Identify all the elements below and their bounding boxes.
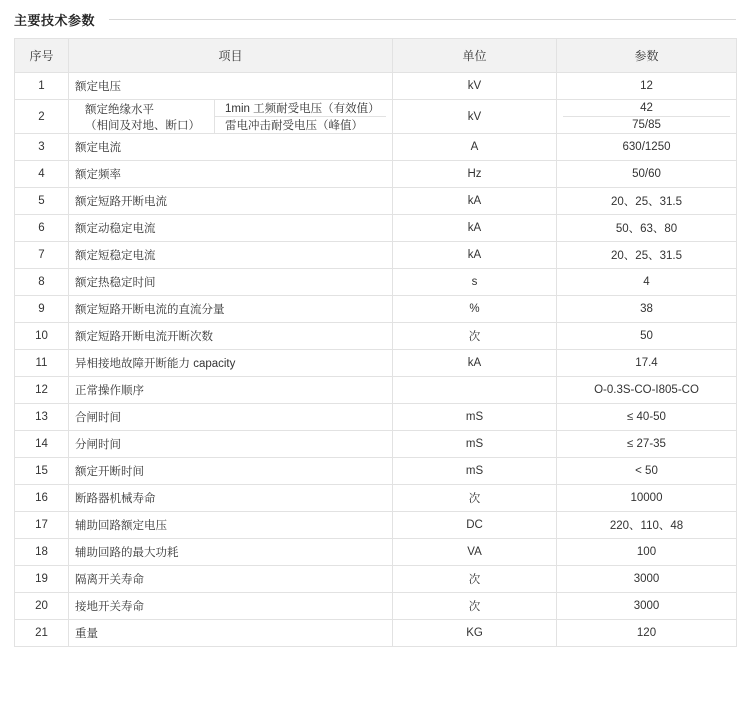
table-row xyxy=(15,323,737,350)
column-header-unit: 单位 xyxy=(393,39,557,73)
cell-item: 分闸时间 xyxy=(69,431,393,458)
cell-no: 15 xyxy=(15,458,69,485)
cell-value: 4 xyxy=(557,269,737,296)
cell-no: 3 xyxy=(15,134,69,161)
cell-item: 额定频率 xyxy=(69,161,393,188)
table-row xyxy=(15,539,737,566)
cell-value: ≤ 27-35 xyxy=(557,431,737,458)
cell-item: 断路器机械寿命 xyxy=(69,485,393,512)
table-row xyxy=(15,566,737,593)
cell-unit: 次 xyxy=(393,485,557,512)
cell-item: 额定热稳定时间 xyxy=(69,269,393,296)
cell-value-split xyxy=(557,100,737,134)
cell-unit: s xyxy=(393,269,557,296)
table-row xyxy=(15,458,737,485)
table-row xyxy=(15,269,737,296)
column-header-no: 序号 xyxy=(15,39,69,73)
technical-parameters-table xyxy=(14,38,737,647)
cell-no: 13 xyxy=(15,404,69,431)
cell-item: 额定短稳定电流 xyxy=(69,242,393,269)
insulation-sub-item-2: 雷电冲击耐受电压（峰值） xyxy=(215,116,386,133)
cell-no: 12 xyxy=(15,377,69,404)
cell-value: ≤ 40-50 xyxy=(557,404,737,431)
cell-item: 接地开关寿命 xyxy=(69,593,393,620)
cell-item: 额定动稳定电流 xyxy=(69,215,393,242)
table-row xyxy=(15,512,737,539)
table-row-insulation xyxy=(15,100,737,134)
cell-no: 14 xyxy=(15,431,69,458)
cell-value: 3000 xyxy=(557,593,737,620)
table-row xyxy=(15,404,737,431)
cell-no: 4 xyxy=(15,161,69,188)
cell-item: 重量 xyxy=(69,620,393,647)
cell-no: 1 xyxy=(15,73,69,100)
column-header-value: 参数 xyxy=(557,39,737,73)
insulation-label-line2: （相间及对地、断口） xyxy=(85,119,200,132)
cell-unit: KG xyxy=(393,620,557,647)
cell-item: 合闸时间 xyxy=(69,404,393,431)
cell-value: 100 xyxy=(557,539,737,566)
cell-item: 额定电流 xyxy=(69,134,393,161)
table-row xyxy=(15,188,737,215)
cell-unit: Hz xyxy=(393,161,557,188)
cell-value: 50、63、80 xyxy=(557,215,737,242)
cell-no: 7 xyxy=(15,242,69,269)
cell-no: 19 xyxy=(15,566,69,593)
cell-unit: 次 xyxy=(393,323,557,350)
cell-unit: DC xyxy=(393,512,557,539)
cell-value: 120 xyxy=(557,620,737,647)
heading-divider xyxy=(109,19,736,20)
cell-no: 9 xyxy=(15,296,69,323)
cell-no: 21 xyxy=(15,620,69,647)
cell-unit xyxy=(393,377,557,404)
cell-value: 20、25、31.5 xyxy=(557,188,737,215)
cell-unit: mS xyxy=(393,404,557,431)
table-row xyxy=(15,242,737,269)
cell-unit: 次 xyxy=(393,593,557,620)
cell-item: 正常操作顺序 xyxy=(69,377,393,404)
table-row xyxy=(15,620,737,647)
cell-value: 3000 xyxy=(557,566,737,593)
table-row xyxy=(15,593,737,620)
cell-value: 630/1250 xyxy=(557,134,737,161)
table-row xyxy=(15,485,737,512)
table-row xyxy=(15,350,737,377)
table-row xyxy=(15,431,737,458)
insulation-value-1: 42 xyxy=(640,102,653,114)
cell-item: 辅助回路的最大功耗 xyxy=(69,539,393,566)
spec-table-container xyxy=(0,30,750,647)
cell-unit: mS xyxy=(393,458,557,485)
section-heading xyxy=(0,0,750,30)
cell-value: 10000 xyxy=(557,485,737,512)
cell-no: 2 xyxy=(15,100,69,134)
insulation-sub-item-1: 1min 工频耐受电压（有效值） xyxy=(225,103,380,115)
insulation-label-line1: 额定绝缘水平 xyxy=(85,103,154,116)
cell-item: 额定短路开断电流开断次数 xyxy=(69,323,393,350)
cell-value: 17.4 xyxy=(557,350,737,377)
table-row xyxy=(15,161,737,188)
cell-unit: kA xyxy=(393,350,557,377)
cell-item: 额定开断时间 xyxy=(69,458,393,485)
cell-no: 8 xyxy=(15,269,69,296)
cell-no: 5 xyxy=(15,188,69,215)
cell-no: 10 xyxy=(15,323,69,350)
cell-item: 辅助回路额定电压 xyxy=(69,512,393,539)
cell-unit: A xyxy=(393,134,557,161)
cell-unit: kV xyxy=(393,100,557,134)
cell-no: 16 xyxy=(15,485,69,512)
cell-unit: kA xyxy=(393,215,557,242)
table-row xyxy=(15,296,737,323)
cell-no: 17 xyxy=(15,512,69,539)
cell-item-split xyxy=(69,100,393,134)
cell-item: 额定短路开断电流的直流分量 xyxy=(69,296,393,323)
cell-value: 12 xyxy=(557,73,737,100)
cell-value: 220、110、48 xyxy=(557,512,737,539)
column-header-item: 项目 xyxy=(69,39,393,73)
insulation-label xyxy=(75,100,215,133)
cell-no: 18 xyxy=(15,539,69,566)
cell-value: O-0.3S-CO-I805-CO xyxy=(557,377,737,404)
table-row xyxy=(15,215,737,242)
cell-unit: % xyxy=(393,296,557,323)
insulation-value-2: 75/85 xyxy=(563,116,730,133)
cell-item: 隔离开关寿命 xyxy=(69,566,393,593)
cell-unit: 次 xyxy=(393,566,557,593)
table-header-row xyxy=(15,39,737,73)
cell-unit: kA xyxy=(393,242,557,269)
cell-unit: mS xyxy=(393,431,557,458)
page-title: 主要技术参数 xyxy=(14,12,96,28)
cell-item: 额定短路开断电流 xyxy=(69,188,393,215)
cell-value: 50/60 xyxy=(557,161,737,188)
table-row xyxy=(15,134,737,161)
cell-unit: kA xyxy=(393,188,557,215)
cell-no: 20 xyxy=(15,593,69,620)
cell-value: 50 xyxy=(557,323,737,350)
cell-unit: kV xyxy=(393,73,557,100)
table-row xyxy=(15,377,737,404)
cell-value: 38 xyxy=(557,296,737,323)
cell-no: 6 xyxy=(15,215,69,242)
cell-value: < 50 xyxy=(557,458,737,485)
cell-no: 11 xyxy=(15,350,69,377)
cell-unit: VA xyxy=(393,539,557,566)
table-row xyxy=(15,73,737,100)
cell-value: 20、25、31.5 xyxy=(557,242,737,269)
cell-item: 额定电压 xyxy=(69,73,393,100)
cell-item: 异相接地故障开断能力 capacity xyxy=(69,350,393,377)
